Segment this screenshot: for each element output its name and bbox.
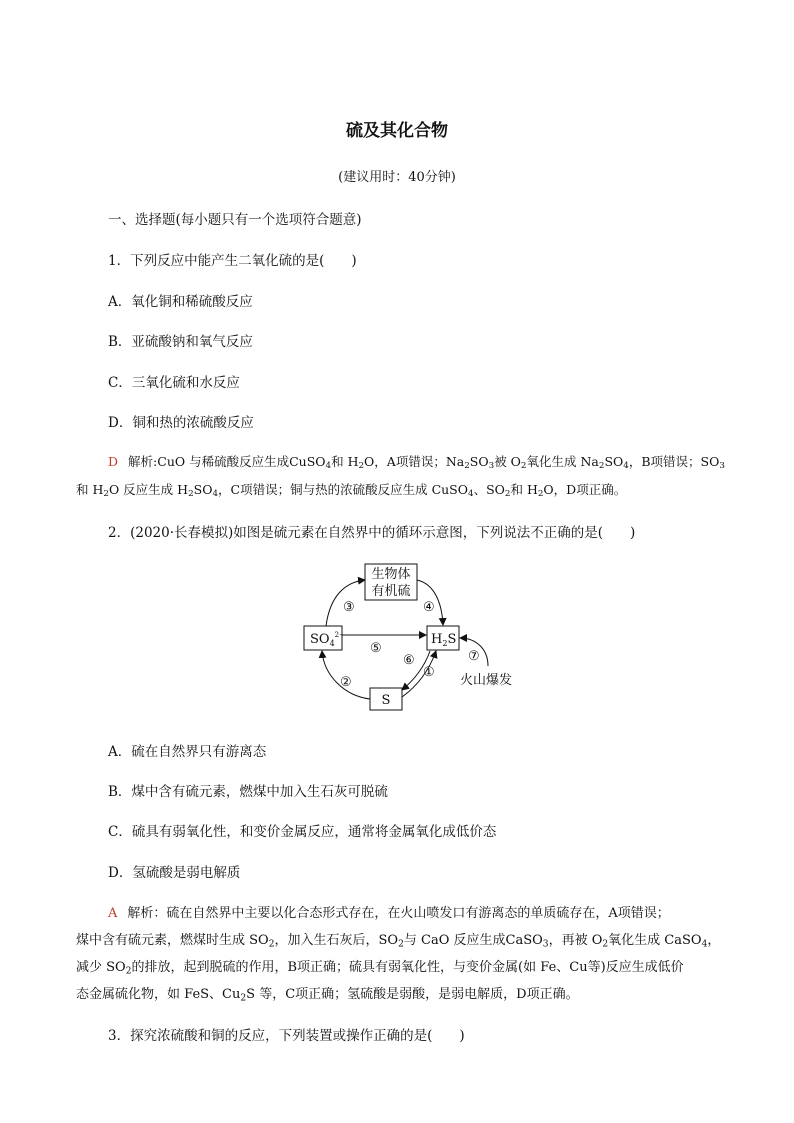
q3-stem: 3．探究浓硫酸和铜的反应，下列装置或操作正确的是( ) (108, 1028, 465, 1044)
q2-analysis-line3: 减少 $SO_2$的排放，起到脱硫的作用，B项正确；硫具有弱氧化性，与变价金属(如 Fe、Cu等)反应生成低价 (76, 960, 684, 977)
q1-analysis-line2: 和 $H_2O$ 反应生成 $H_2SO_4$，C项错误；铜与热的浓硫酸反应生成 CuSO$_4$、$SO_2$和 $H_2O$，D项正确。 (76, 482, 627, 500)
box-h2s: $H_2S$ (431, 632, 457, 648)
box-sulfate: $SO_4^{2-}$ (310, 631, 345, 648)
box-organic-line2: 有机硫 (371, 584, 411, 599)
q2-answer: A (108, 906, 118, 921)
q1-stem: 1．下列反应中能产生二氧化硫的是( ) (108, 253, 357, 269)
section-heading: 一、选择题(每小题只有一个选项符合题意) (108, 212, 362, 228)
q1-answer: D (108, 454, 119, 469)
sulfur-cycle-diagram (290, 556, 530, 716)
label-2: ② (340, 675, 352, 690)
time-suggestion: (建议用时：40分钟) (338, 170, 456, 185)
q1-option-a: A．氧化铜和稀硫酸反应 (108, 294, 253, 310)
q1-option-d: D．铜和热的浓硫酸反应 (108, 415, 254, 431)
label-5: ⑤ (370, 641, 382, 656)
label-6: ⑥ (403, 653, 415, 668)
q1-option-c: C．三氧化硫和水反应 (108, 375, 240, 391)
label-1: ① (423, 665, 435, 680)
label-volcano: 火山爆发 (460, 673, 513, 688)
q2-option-d: D．氢硫酸是弱电解质 (108, 865, 241, 881)
q1-analysis-line1: D 解析:CuO 与稀硫酸反应生成CuSO$_4$和 $H_2O$，A项错误；$Na_2SO_3$被 $O_2$氧化生成 $Na_2SO_4$，B项错误；$SO_3$ (108, 454, 725, 472)
box-organic-line1: 生物体 (371, 567, 411, 582)
q2-option-a: A．硫在自然界只有游离态 (108, 744, 267, 760)
q2-analysis-line2: 煤中含有硫元素，燃煤时生成 $SO_2$，加入生石灰后，$SO_2$与 CaO 反应生成CaSO$_3$，再被 $O_2$氧化生成 CaSO$_4$， (76, 933, 721, 950)
label-4: ④ (423, 600, 435, 615)
q1-option-b: B．亚硫酸钠和氧气反应 (108, 334, 253, 350)
q2-analysis-line4: 态金属硫化物，如 FeS、$Cu_2S$ 等，C项正确；氢硫酸是弱酸，是弱电解质，D项正确。 (76, 987, 579, 1004)
q2-analysis-line1: A 解析：硫在自然界中主要以化合态形式存在，在火山喷发口有游离态的单质硫存在，A项错误； (108, 906, 670, 921)
q2-option-b: B．煤中含有硫元素，燃煤中加入生石灰可脱硫 (108, 784, 388, 800)
q2-option-c: C．硫具有弱氧化性，和变价金属反应，通常将金属氧化成低价态 (108, 824, 497, 840)
q2-stem: 2．(2020·长春模拟)如图是硫元素在自然界中的循环示意图，下列说法不正确的是( ) (108, 525, 636, 541)
page-title: 硫及其化合物 (346, 121, 448, 141)
box-sulfur: S (381, 693, 391, 708)
label-7: ⑦ (468, 649, 480, 664)
label-3: ③ (343, 600, 355, 615)
